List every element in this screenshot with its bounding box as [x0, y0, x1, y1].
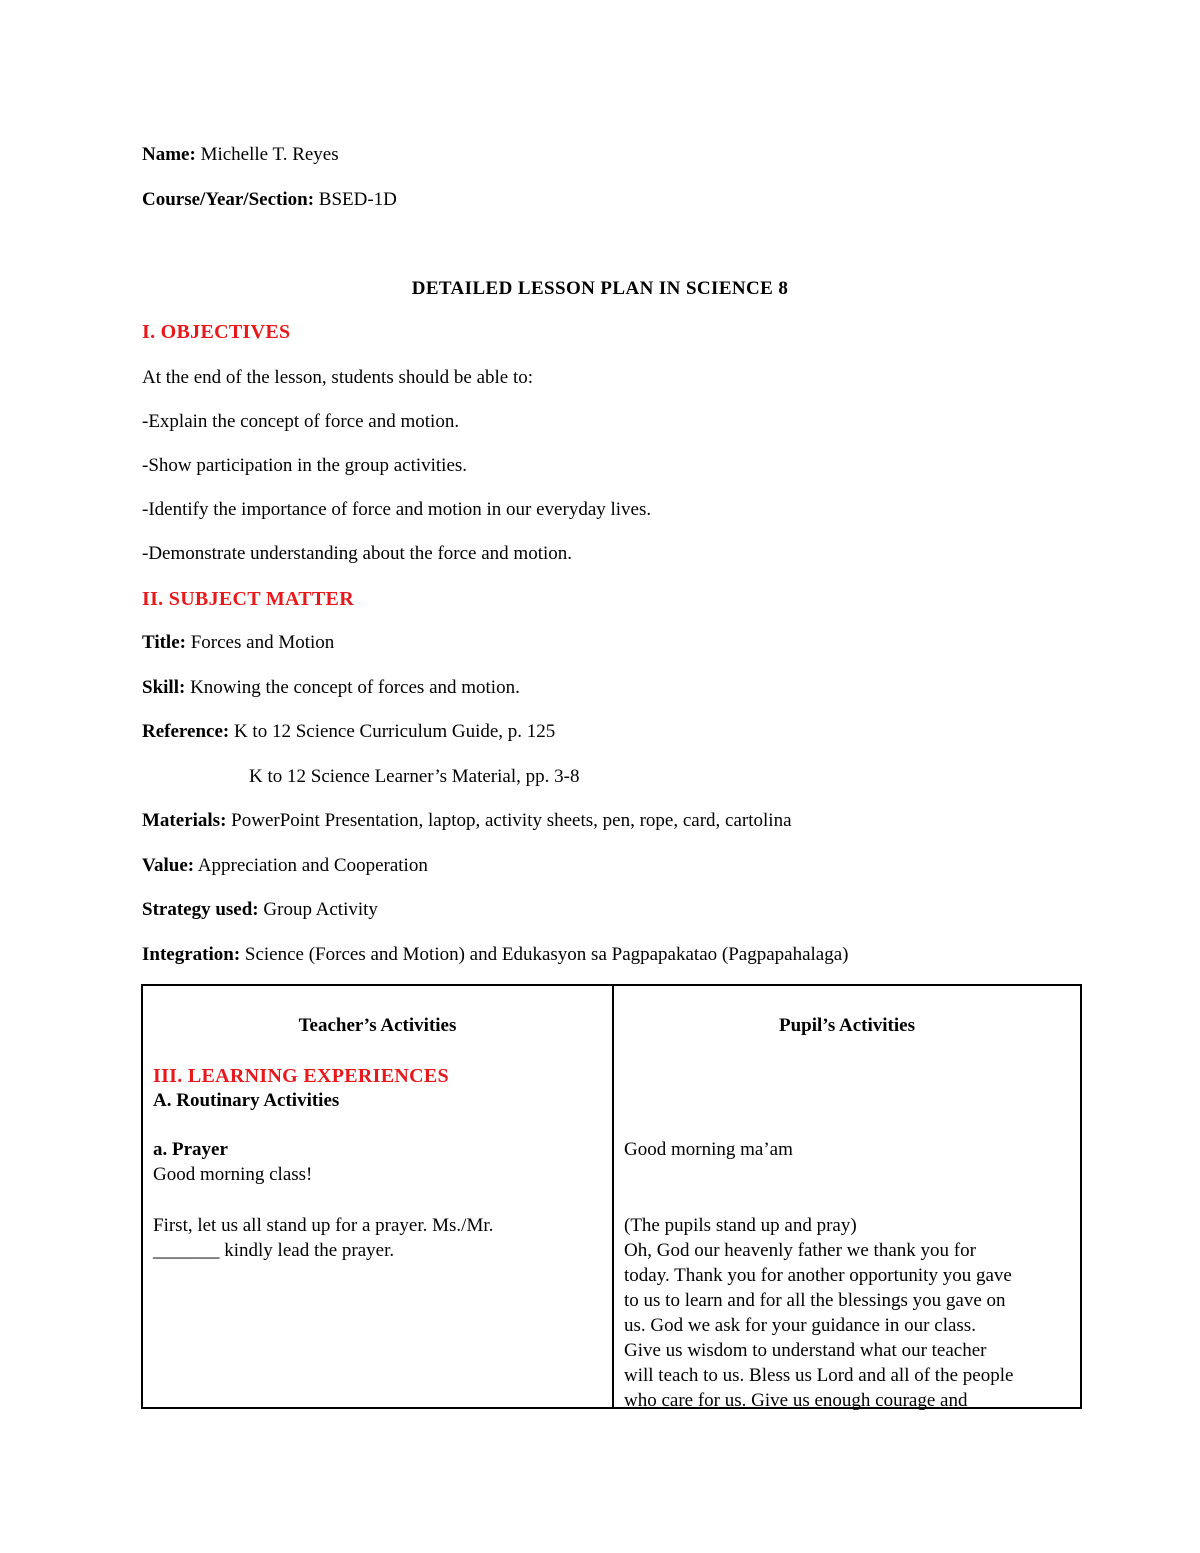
- materials-line: [142, 811, 792, 830]
- pupil-prayer-line: (The pupils stand up and pray): [624, 1215, 857, 1236]
- pupil-activities-column: [613, 985, 1081, 1411]
- materials-value: PowerPoint Presentation, laptop, activity sheets, pen, rope, card, cartolina: [231, 810, 792, 831]
- strategy-line: [142, 900, 378, 919]
- materials-label: Materials:: [142, 810, 227, 831]
- name-line: [142, 145, 339, 164]
- activities-table: [141, 984, 1082, 1409]
- skill-value: Knowing the concept of forces and motion.: [190, 677, 520, 698]
- title-value: Forces and Motion: [190, 632, 335, 653]
- course-value: BSED-1D: [318, 189, 397, 210]
- document-title: DETAILED LESSON PLAN IN SCIENCE 8: [411, 278, 789, 299]
- pupil-prayer: [624, 1213, 1070, 1413]
- name-value: Michelle T. Reyes: [200, 144, 339, 165]
- teacher-prayer-line2: kindly lead the prayer.: [219, 1240, 395, 1261]
- pupil-prayer-line: today. Thank you for another opportunity you gave: [624, 1265, 1012, 1286]
- integration-label: Integration:: [142, 944, 241, 965]
- objective-item: -Demonstrate understanding about the force and motion.: [142, 543, 573, 564]
- objectives-intro: At the end of the lesson, students should be able to:: [142, 367, 534, 388]
- teacher-prayer-line2-wrap: [153, 1238, 602, 1263]
- pupil-prayer-line: to us to learn and for all the blessings you gave on: [624, 1290, 1006, 1311]
- name-blank: _______: [153, 1240, 220, 1261]
- strategy-value: Group Activity: [263, 899, 378, 920]
- value-value: Appreciation and Cooperation: [197, 855, 428, 876]
- prayer-label: a. Prayer: [153, 1139, 228, 1160]
- title-label: Title:: [142, 632, 186, 653]
- objective-item: -Identify the importance of force and motion in our everyday lives.: [142, 499, 652, 520]
- objective-item: -Show participation in the group activities.: [142, 455, 468, 476]
- skill-line: [142, 678, 520, 697]
- teacher-activities-header: Teacher’s Activities: [298, 1015, 457, 1036]
- skill-label: Skill:: [142, 677, 186, 698]
- reference-value: K to 12 Science Curriculum Guide, p. 125: [233, 721, 556, 742]
- learning-experiences-heading: III. LEARNING EXPERIENCES: [153, 1065, 449, 1087]
- teacher-prayer-line1: First, let us all stand up for a prayer. Ms./Mr.: [153, 1215, 494, 1236]
- value-label: Value:: [142, 855, 195, 876]
- name-label: Name:: [142, 144, 196, 165]
- teacher-prayer-instruction: [153, 1213, 602, 1263]
- teacher-greeting: Good morning class!: [153, 1164, 313, 1185]
- pupil-prayer-line: Oh, God our heavenly father we thank you for: [624, 1240, 976, 1261]
- objectives-heading: I. OBJECTIVES: [142, 321, 291, 343]
- pupil-prayer-line: will teach to us. Bless us Lord and all of the people: [624, 1365, 1014, 1386]
- pupil-prayer-line: Give us wisdom to understand what our teacher: [624, 1340, 987, 1361]
- pupil-prayer-line: us. God we ask for your guidance in our class.: [624, 1315, 976, 1336]
- reference-label: Reference:: [142, 721, 230, 742]
- pupil-activities-header: Pupil’s Activities: [779, 1015, 915, 1036]
- routinary-activities-subheading: A. Routinary Activities: [153, 1090, 340, 1111]
- pupil-greeting: Good morning ma’am: [624, 1139, 793, 1160]
- teacher-activities-column: [142, 985, 613, 1408]
- integration-line: [142, 945, 848, 964]
- subject-matter-heading: II. SUBJECT MATTER: [142, 588, 354, 610]
- reference-line: [142, 722, 555, 741]
- pupil-prayer-line: who care for us. Give us enough courage and: [624, 1390, 968, 1411]
- integration-value: Science (Forces and Motion) and Edukasyon sa Pagpapakatao (Pagpapahalaga): [244, 944, 849, 965]
- course-line: [142, 190, 397, 209]
- reference-value-2: K to 12 Science Learner’s Material, pp. 3-8: [249, 766, 580, 787]
- strategy-label: Strategy used:: [142, 899, 259, 920]
- value-line: [142, 856, 428, 875]
- objective-item: -Explain the concept of force and motion.: [142, 411, 460, 432]
- title-line: [142, 633, 334, 652]
- course-label: Course/Year/Section:: [142, 189, 315, 210]
